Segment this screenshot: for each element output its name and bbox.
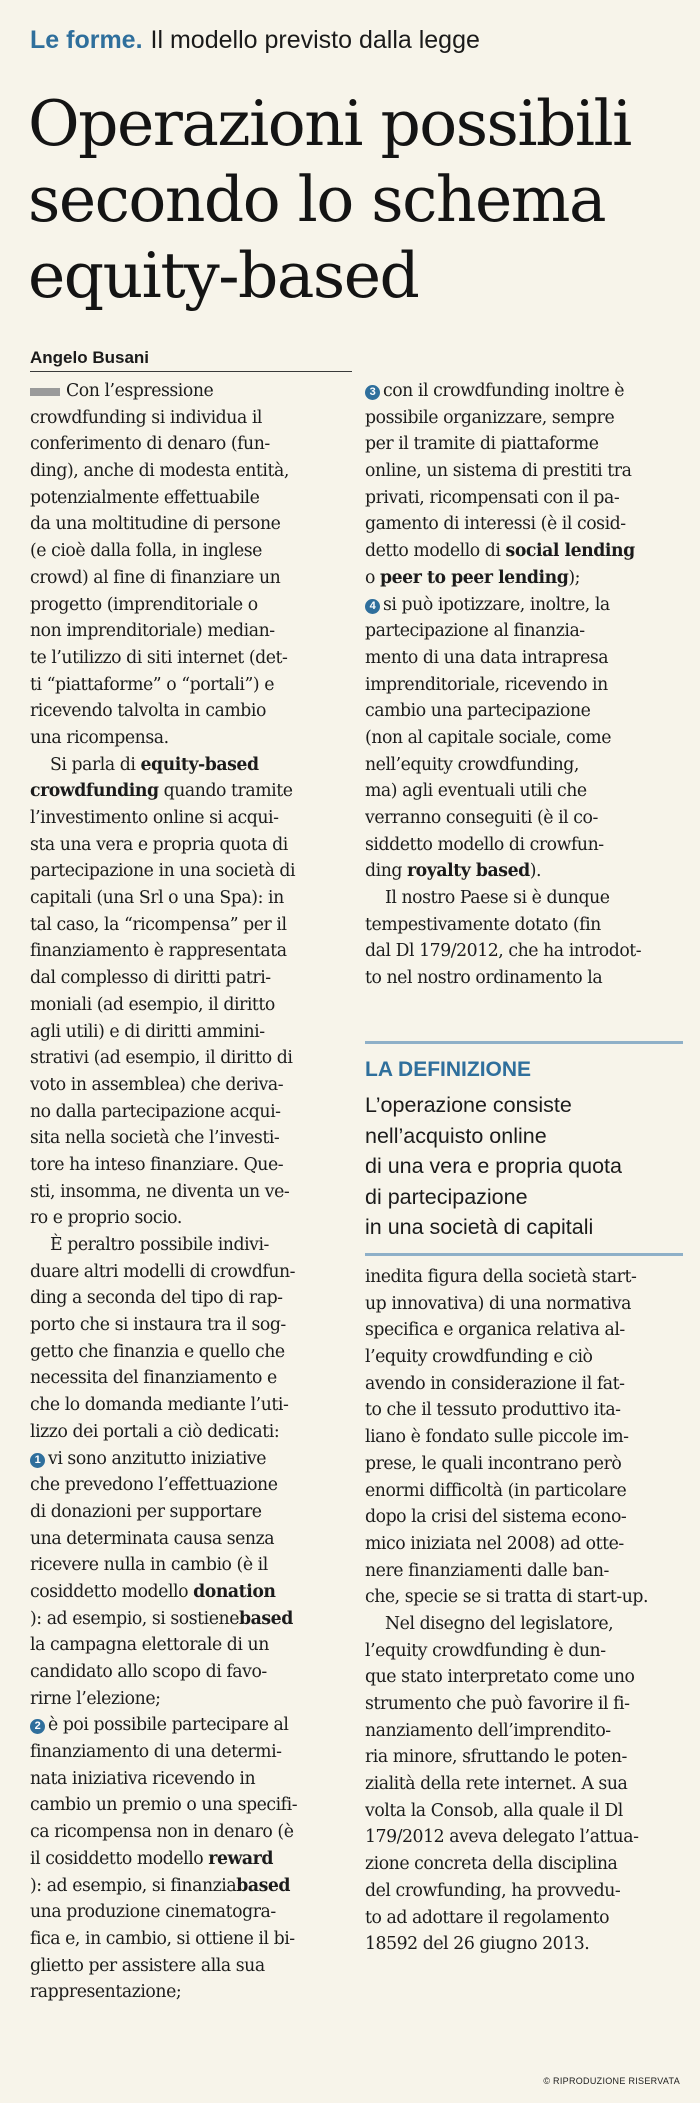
text-run: ): ad esempio, si finanzia bbox=[30, 1875, 237, 1896]
text-line bbox=[365, 1664, 683, 1691]
byline: Angelo Busani bbox=[30, 348, 150, 367]
headline-line: Operazioni possibili bbox=[28, 87, 631, 160]
text-run: specifica e organica relativa al- bbox=[365, 1320, 625, 1341]
text-line bbox=[365, 1397, 683, 1424]
text-run: l’investimento online si acqui- bbox=[30, 808, 279, 828]
text-line bbox=[30, 1606, 352, 1633]
text-line bbox=[30, 1392, 352, 1419]
text-run: È peraltro possibile indivi- bbox=[50, 1235, 269, 1255]
text-run: tempestivamente dotato (fin bbox=[365, 914, 601, 935]
text-line bbox=[365, 378, 683, 405]
text-line bbox=[30, 1953, 352, 1980]
text-run: ): ad esempio, si sostiene bbox=[30, 1608, 239, 1629]
text-run: ma) agli eventuali utili che bbox=[365, 781, 587, 802]
text-line bbox=[365, 778, 683, 805]
text-line bbox=[30, 1312, 352, 1339]
text-run: agli utili) e di diritti ammini- bbox=[30, 1021, 265, 1042]
text-run: siddetto modello di crowfun- bbox=[365, 834, 604, 855]
text-run: zione concreta della disciplina bbox=[365, 1854, 618, 1875]
text-line bbox=[30, 1285, 352, 1312]
text-run: moniali (ad esempio, il diritto bbox=[30, 994, 275, 1015]
text-line bbox=[365, 912, 683, 939]
text-line bbox=[30, 1899, 352, 1926]
text-line bbox=[30, 1873, 352, 1900]
text-run: ). bbox=[529, 861, 542, 882]
list-number-icon: 2 bbox=[30, 1719, 45, 1734]
bold-term: social lending bbox=[505, 541, 635, 562]
text-run: l’equity crowdfunding è dun- bbox=[365, 1640, 606, 1661]
text-run: dal Dl 179/2012, che ha introdot- bbox=[365, 941, 642, 962]
text-line bbox=[30, 1019, 352, 1046]
text-line bbox=[30, 1552, 352, 1579]
text-run: tore ha inteso finanziare. Que- bbox=[30, 1154, 284, 1175]
text-line bbox=[30, 1979, 352, 2006]
text-run: no dalla partecipazione acqui- bbox=[30, 1101, 281, 1122]
text-line bbox=[365, 698, 683, 725]
text-line bbox=[365, 1371, 683, 1398]
text-run: crowdfunding si individua il bbox=[30, 407, 262, 428]
text-line bbox=[365, 458, 683, 485]
definition-line: nell’acquisto online bbox=[365, 1123, 547, 1148]
list-number-icon: 4 bbox=[365, 599, 380, 614]
text-run: 179/2012 aveva delegato l’attua- bbox=[365, 1827, 639, 1848]
text-run: detto modello di bbox=[365, 541, 506, 562]
text-run: Si parla di bbox=[50, 754, 141, 775]
text-line bbox=[30, 592, 352, 619]
copyright-notice: © RIPRODUZIONE RISERVATA bbox=[543, 2076, 680, 2086]
text-run: una determinata causa senza bbox=[30, 1528, 275, 1549]
text-line bbox=[30, 1526, 352, 1553]
list-number-icon: 1 bbox=[30, 1453, 45, 1468]
text-line bbox=[30, 1712, 352, 1739]
text-line bbox=[30, 858, 352, 885]
text-run: necessita del finanziamento e bbox=[30, 1368, 277, 1389]
text-run: te l’utilizzo di siti internet (det- bbox=[30, 647, 288, 668]
text-run: up innovativa) di una normativa bbox=[365, 1293, 631, 1314]
text-line bbox=[365, 1905, 683, 1932]
kicker bbox=[30, 26, 680, 55]
text-run: ding bbox=[365, 861, 408, 882]
text-line bbox=[365, 1531, 683, 1558]
text-run: verranno conseguiti (è il co- bbox=[365, 808, 598, 828]
kicker-label: Le forme. bbox=[30, 26, 143, 54]
bold-term: royalty based bbox=[407, 861, 530, 882]
text-line bbox=[30, 1792, 352, 1819]
text-run: lizzo dei portali a ciò dedicati: bbox=[30, 1421, 280, 1442]
text-line bbox=[30, 1072, 352, 1099]
text-run: privati, ricompensati con il pa- bbox=[365, 487, 620, 508]
text-run: finanziamento è rappresentata bbox=[30, 941, 287, 962]
text-line bbox=[30, 378, 352, 405]
bold-term: crowdfunding bbox=[30, 781, 159, 802]
text-run: del crowfunding, ha provvedu- bbox=[365, 1880, 621, 1901]
text-run: nell’equity crowdfunding, bbox=[365, 754, 579, 775]
text-line bbox=[365, 805, 683, 832]
text-line bbox=[365, 1824, 683, 1851]
text-run: zialità della rete internet. A sua bbox=[365, 1774, 628, 1795]
text-line bbox=[365, 725, 683, 752]
text-run: ti “piattaforme” o “portali”) e bbox=[30, 674, 274, 695]
text-run: quando tramite bbox=[158, 781, 293, 802]
text-run: gamento di interessi (è il cosid- bbox=[365, 514, 626, 535]
text-line bbox=[30, 1632, 352, 1659]
text-run: porto che si instaura tra il sog- bbox=[30, 1315, 286, 1336]
text-run: (e cioè dalla folla, in inglese bbox=[30, 541, 262, 562]
text-line bbox=[30, 1739, 352, 1766]
text-line bbox=[365, 1611, 683, 1638]
text-run: tal caso, la “ricompensa” per il bbox=[30, 914, 287, 935]
text-run: non imprenditoriale) median- bbox=[30, 621, 275, 642]
text-line bbox=[30, 885, 352, 912]
text-line bbox=[365, 1451, 683, 1478]
text-run: sita nella società che l’investi- bbox=[30, 1128, 280, 1149]
bold-term: based bbox=[239, 1608, 293, 1629]
text-line bbox=[30, 1846, 352, 1873]
text-run: liano è fondato sulle piccole im- bbox=[365, 1427, 629, 1448]
text-run: sti, insomma, ne diventa un ve- bbox=[30, 1181, 290, 1202]
text-run: volta la Consob, alla quale il Dl bbox=[365, 1800, 623, 1821]
text-line bbox=[30, 965, 352, 992]
byline-divider bbox=[30, 371, 352, 372]
text-run: avendo in considerazione il fat- bbox=[365, 1373, 625, 1394]
text-line bbox=[365, 618, 683, 645]
text-line bbox=[365, 885, 683, 912]
text-line bbox=[365, 1344, 683, 1371]
text-line bbox=[365, 1744, 683, 1771]
text-line bbox=[30, 1259, 352, 1286]
text-line bbox=[30, 458, 352, 485]
text-run: online, un sistema di prestiti tra bbox=[365, 461, 632, 482]
text-run: potenzialmente effettuabile bbox=[30, 487, 260, 508]
text-line bbox=[365, 1504, 683, 1531]
text-run: che prevedono l’effettuazione bbox=[30, 1475, 278, 1496]
text-run: ria minore, sfruttando le poten- bbox=[365, 1747, 627, 1768]
text-line bbox=[365, 1771, 683, 1798]
text-run: voto in assemblea) che derivа- bbox=[30, 1074, 284, 1095]
text-run: Con l’espressione bbox=[66, 381, 214, 401]
text-run: strativi (ad esempio, il diritto di bbox=[30, 1048, 293, 1069]
text-column-2-top bbox=[365, 378, 683, 992]
text-line bbox=[30, 1686, 352, 1713]
text-run: si può ipotizzare, inoltre, la bbox=[383, 594, 610, 615]
text-line bbox=[30, 405, 352, 432]
text-line bbox=[30, 1472, 352, 1499]
text-line bbox=[30, 1099, 352, 1126]
text-run: partecipazione al finanzia- bbox=[365, 621, 585, 642]
text-line bbox=[30, 1419, 352, 1446]
text-run: duare altri modelli di crowdfun- bbox=[30, 1261, 296, 1282]
text-line bbox=[30, 511, 352, 538]
text-run: partecipazione in una società di bbox=[30, 861, 296, 882]
text-run: progetto (imprenditoriale o bbox=[30, 594, 258, 615]
text-line bbox=[365, 672, 683, 699]
text-line bbox=[365, 1878, 683, 1905]
definition-line: L’operazione consiste bbox=[365, 1093, 572, 1117]
definition-line: di una vera e propria quota bbox=[365, 1154, 622, 1178]
text-run: getto che finanzia e quello che bbox=[30, 1341, 285, 1362]
text-run: ricevere nulla in cambio (è il bbox=[30, 1555, 268, 1576]
bold-term: peer to peer lending bbox=[380, 567, 569, 588]
text-run: finanziamento di una determi- bbox=[30, 1742, 282, 1763]
text-run: to che il tessuto produttivo ita- bbox=[365, 1400, 621, 1421]
text-run: to ad adottare il regolamento bbox=[365, 1907, 610, 1928]
text-line bbox=[365, 1584, 683, 1611]
text-run: cambio un premio o una specifi- bbox=[30, 1795, 298, 1816]
definition-text bbox=[365, 1090, 683, 1243]
text-run: una ricompensa. bbox=[30, 727, 169, 748]
text-line bbox=[30, 1766, 352, 1793]
text-line bbox=[30, 1179, 352, 1206]
text-run: il cosiddetto modello bbox=[30, 1848, 209, 1869]
text-line bbox=[30, 1499, 352, 1526]
text-line bbox=[365, 1851, 683, 1878]
text-run: ricevendo talvolta in cambio bbox=[30, 701, 266, 722]
text-run: conferimento di denaro (fun- bbox=[30, 434, 270, 455]
text-line bbox=[30, 485, 352, 512]
text-run: imprenditoriale, ricevendo in bbox=[365, 674, 608, 695]
text-line bbox=[30, 725, 352, 752]
text-run: enormi difficoltà (in particolare bbox=[365, 1480, 627, 1501]
definition-title: LA DEFINIZIONE bbox=[365, 1058, 532, 1081]
text-run: per il tramite di piattaforme bbox=[365, 434, 599, 455]
kicker-text: Il modello previsto dalla legge bbox=[150, 26, 480, 54]
text-line bbox=[365, 592, 683, 619]
text-line bbox=[365, 538, 683, 565]
text-run: che lo domanda mediante l’uti- bbox=[30, 1395, 289, 1416]
text-line bbox=[30, 1232, 352, 1259]
text-run: dopo la crisi del sistema econo- bbox=[365, 1507, 627, 1528]
text-run: rappresentazione; bbox=[30, 1982, 182, 2003]
text-run: da una moltitudine di persone bbox=[30, 514, 281, 535]
text-run: ca ricompensa non in denaro (è bbox=[30, 1822, 294, 1843]
text-line bbox=[30, 778, 352, 805]
text-run: capitali (una Srl o una Spa): in bbox=[30, 888, 284, 909]
bold-term: based bbox=[236, 1875, 291, 1896]
text-run: ro e proprio socio. bbox=[30, 1208, 182, 1229]
text-line bbox=[30, 645, 352, 672]
text-line bbox=[365, 1264, 683, 1291]
bold-term: equity-based bbox=[140, 754, 259, 775]
text-run: mento di una data intrapresa bbox=[365, 647, 609, 668]
text-line bbox=[365, 1931, 683, 1958]
text-line bbox=[30, 1659, 352, 1686]
text-run: nere finanziamenti dalle ban- bbox=[365, 1560, 609, 1581]
text-line bbox=[365, 832, 683, 859]
text-run: è poi possibile partecipare al bbox=[48, 1715, 289, 1736]
text-run: inedita figura della società start- bbox=[365, 1267, 637, 1287]
text-run: glietto per assistere alla sua bbox=[30, 1955, 265, 1976]
text-run: cosiddetto modello bbox=[30, 1581, 194, 1602]
text-line bbox=[365, 485, 683, 512]
text-line bbox=[30, 1819, 352, 1846]
text-line bbox=[30, 565, 352, 592]
text-line bbox=[30, 1579, 352, 1606]
definition-line: di partecipazione bbox=[365, 1184, 528, 1209]
text-line bbox=[365, 1317, 683, 1344]
text-run: ding a seconda del tipo di rap- bbox=[30, 1288, 283, 1309]
text-line bbox=[30, 672, 352, 699]
text-run: Il nostro Paese si è dunque bbox=[385, 888, 610, 909]
text-run: ding), anche di modesta entità, bbox=[30, 461, 289, 482]
text-run: nanziamento dell’imprendito- bbox=[365, 1720, 611, 1741]
text-line bbox=[30, 938, 352, 965]
text-line bbox=[30, 618, 352, 645]
text-line bbox=[365, 431, 683, 458]
bold-term: donation bbox=[193, 1581, 276, 1602]
text-line bbox=[30, 752, 352, 779]
text-run: Nel disegno del legislatore, bbox=[385, 1613, 614, 1634]
text-line bbox=[365, 405, 683, 432]
text-line bbox=[365, 1798, 683, 1825]
text-run: con il crowdfunding inoltre è bbox=[383, 381, 625, 401]
definition-line: in una società di capitali bbox=[365, 1215, 594, 1239]
text-line bbox=[30, 1926, 352, 1953]
text-run: di donazioni per supportare bbox=[30, 1501, 262, 1522]
text-run: vi sono anzitutto iniziative bbox=[48, 1448, 266, 1469]
text-line bbox=[365, 752, 683, 779]
text-line bbox=[30, 1339, 352, 1366]
text-run: cambio una partecipazione bbox=[365, 701, 591, 722]
text-run: ); bbox=[568, 567, 581, 588]
text-column-2-bottom bbox=[365, 1264, 683, 1958]
text-run: prese, le quali incontrano però bbox=[365, 1453, 622, 1474]
text-line bbox=[30, 832, 352, 859]
text-line bbox=[30, 1446, 352, 1473]
headline bbox=[28, 86, 688, 314]
definition-box bbox=[365, 1041, 683, 1264]
text-run: candidato allo scopo di favo- bbox=[30, 1662, 267, 1682]
text-line bbox=[365, 1638, 683, 1665]
text-line bbox=[365, 965, 683, 992]
text-line bbox=[365, 1691, 683, 1718]
text-line bbox=[365, 511, 683, 538]
text-run: to nel nostro ordinamento la bbox=[365, 968, 603, 989]
text-line bbox=[365, 1424, 683, 1451]
text-run: crowd) al fine di finanziare un bbox=[30, 567, 281, 588]
text-line bbox=[30, 1365, 352, 1392]
text-run: l’equity crowdfunding e ciò bbox=[365, 1347, 593, 1368]
text-line bbox=[30, 431, 352, 458]
text-line bbox=[365, 1718, 683, 1745]
text-run: o bbox=[365, 567, 380, 588]
text-line bbox=[30, 912, 352, 939]
text-run: que stato interpretato come uno bbox=[365, 1667, 635, 1688]
text-run: strumento che può favorire il fi- bbox=[365, 1694, 630, 1714]
text-line bbox=[365, 938, 683, 965]
text-line bbox=[30, 538, 352, 565]
text-line bbox=[30, 1205, 352, 1232]
text-run: fica e, in cambio, si ottiene il bi- bbox=[30, 1928, 295, 1949]
text-line bbox=[30, 1152, 352, 1179]
text-line bbox=[30, 1045, 352, 1072]
definition-divider bbox=[365, 1253, 683, 1256]
headline-line: secondo lo schema bbox=[28, 163, 606, 236]
text-run: rirne l’elezione; bbox=[30, 1688, 161, 1709]
text-line bbox=[30, 1125, 352, 1152]
list-number-icon: 3 bbox=[365, 385, 380, 400]
text-run: 18592 del 26 giugno 2013. bbox=[365, 1934, 590, 1955]
text-run: dal complesso di diritti patri- bbox=[30, 968, 271, 989]
text-line bbox=[365, 1291, 683, 1318]
text-run: una produzione cinematogra- bbox=[30, 1902, 276, 1923]
text-run: possibile organizzare, sempre bbox=[365, 407, 615, 428]
text-column-1 bbox=[30, 378, 352, 2006]
text-line bbox=[30, 698, 352, 725]
lead-marker-icon bbox=[30, 388, 60, 396]
text-line bbox=[365, 645, 683, 672]
text-run: la campagna elettorale di un bbox=[30, 1635, 269, 1656]
headline-line: equity-based bbox=[28, 239, 419, 312]
text-run: (non al capitale sociale, come bbox=[365, 727, 612, 748]
text-run: mico iniziata nel 2008) ad otte- bbox=[365, 1533, 624, 1554]
text-line bbox=[30, 805, 352, 832]
text-run: che, specie se si tratta di start-up. bbox=[365, 1587, 649, 1608]
text-run: nata iniziativa ricevendo in bbox=[30, 1768, 256, 1789]
text-run: sta una vera e propria quota di bbox=[30, 834, 288, 855]
text-line bbox=[365, 1558, 683, 1585]
text-line bbox=[365, 565, 683, 592]
text-line bbox=[365, 858, 683, 885]
bold-term: reward bbox=[208, 1848, 273, 1869]
text-line bbox=[30, 992, 352, 1019]
text-line bbox=[365, 1478, 683, 1505]
